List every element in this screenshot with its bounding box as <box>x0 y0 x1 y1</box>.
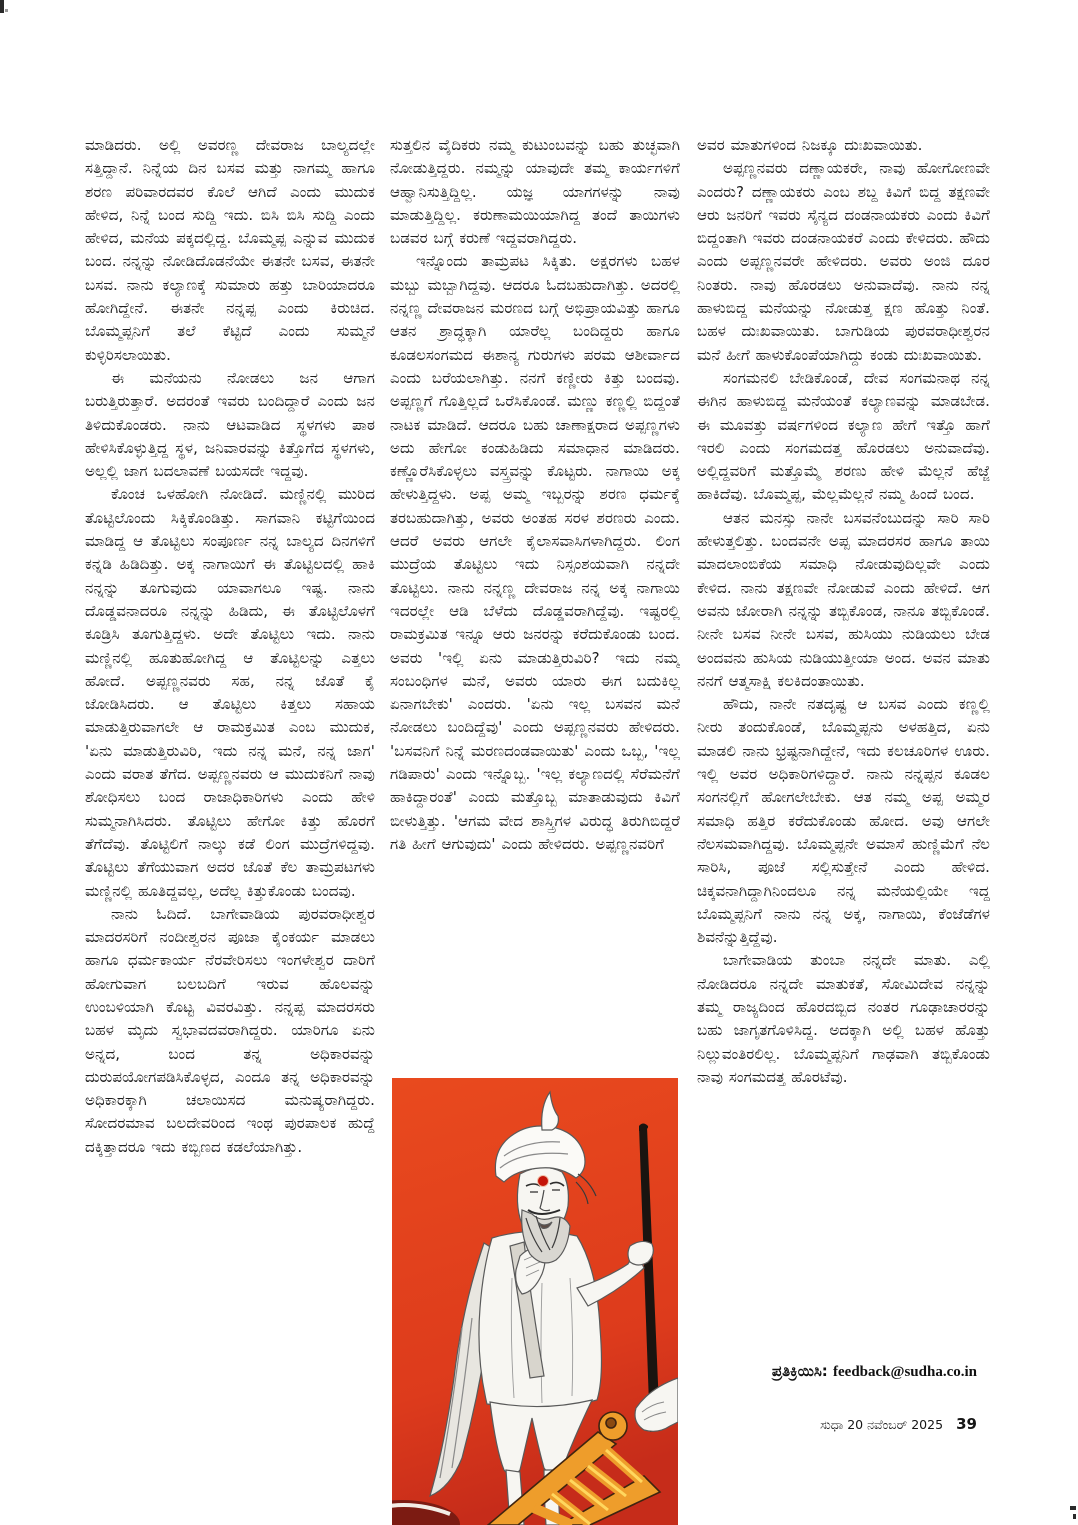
body-paragraph: ಕೊಂಚ ಒಳಹೋಗಿ ನೋಡಿದೆ. ಮಣ್ಣಿನಲ್ಲಿ ಮುರಿದ ತೊಟ್ಟಿಲೊಂದು ಸಿಕ್ಕಿಕೊಂಡಿತ್ತು. ಸಾಗವಾನಿ ಕಟ್ಟಿಗೆಯಿಂದ ಮಾಡಿದ್ದ ಆ ತೊಟ್ಟಿಲು ಸಂಪೂರ್ಣ ನನ್ನ ಬಾಲ್ಯದ ದಿನಗಳಿಗೆ ಕನ್ನಡಿ ಹಿಡಿದಿತ್ತು. ಅಕ್ಕ ನಾಗಾಯಿಗೆ ಈ ತೊಟ್ಟಿಲದಲ್ಲಿ ಹಾಕಿ ನನ್ನನ್ನು ತೂಗುವುದು ಯಾವಾಗಲೂ ಇಷ್ಟ. ನಾನು ದೊಡ್ಡವನಾದರೂ ನನ್ನನ್ನು ಹಿಡಿದು, ಈ ತೊಟ್ಟಿಲೊಳಗೆ ಕೂಡ್ರಿಸಿ ತೂಗುತ್ತಿದ್ದಳು. ಅದೇ ತೊಟ್ಟಿಲು ಇದು. ನಾನು ಮಣ್ಣಿನಲ್ಲಿ ಹೂತುಹೋಗಿದ್ದ ಆ ತೊಟ್ಟಿಲನ್ನು ಎತ್ತಲು ಹೋದೆ. ಅಪ್ಪಣ್ಣನವರು ಸಹ, ನನ್ನ ಜೊತೆ ಕೈ ಜೋಡಿಸಿದರು. ಆ ತೊಟ್ಟಿಲು ಕಿತ್ತಲು ಸಹಾಯ ಮಾಡುತ್ತಿರುವಾಗಲೇ ಆ ರಾಮಕ್ರಮಿತ ಎಂಬ ಮುದುಕ, 'ಏನು ಮಾಡುತ್ತಿರುವಿರಿ, ಇದು ನನ್ನ ಮನೆ, ನನ್ನ ಜಾಗ' ಎಂದು ವರಾತ ತೆಗೆದ. ಅಪ್ಪಣ್ಣನವರು ಆ ಮುದುಕನಿಗೆ ನಾವು ಶೋಧಿಸಲು ಬಂದ ರಾಜಾಧಿಕಾರಿಗಳು ಎಂದು ಹೇಳಿ ಸುಮ್ಮನಾಗಿಸಿದರು. ತೊಟ್ಟಿಲು ಹೇಗೋ ಕಿತ್ತು ಹೊರಗೆ ತೆಗೆದೆವು. ತೊಟ್ಟಿಲಿಗೆ ನಾಲ್ಕು ಕಡೆ ಲಿಂಗ ಮುದ್ರೆಗಳಿದ್ದವು. ತೊಟ್ಟಿಲು ತೆಗೆಯುವಾಗ ಅದರ ಜೊತೆ ಕೆಲ ತಾಮ್ರಪಟಗಳು ಮಣ್ಣಿನಲ್ಲಿ ಹೂತಿದ್ದವಲ್ಲ, ಅದೆಲ್ಲ ಕಿತ್ತುಕೊಂಡು ಬಂದವು. <box>85 485 375 900</box>
body-paragraph: ಸುತ್ತಲಿನ ವೈದಿಕರು ನಮ್ಮ ಕುಟುಂಬವನ್ನು ಬಹು ತುಚ್ಛವಾಗಿ ನೋಡುತ್ತಿದ್ದರು. ನಮ್ಮನ್ನು ಯಾವುದೇ ತಮ್ಮ ಕಾರ್ಯಗಳಿಗೆ ಆಹ್ವಾನಿಸುತ್ತಿದ್ದಿಲ್ಲ. ಯಜ್ಞ ಯಾಗಗಳನ್ನು ನಾವು ಮಾಡುತ್ತಿದ್ದಿಲ್ಲ. ಕರುಣಾಮಯಿಯಾಗಿದ್ದ ತಂದೆ ತಾಯಿಗಳು ಬಡವರ ಬಗ್ಗೆ ಕರುಣೆ ಇದ್ದವರಾಗಿದ್ದರು. <box>390 136 680 248</box>
body-paragraph: ಈ ಮನೆಯನು ನೋಡಲು ಜನ ಆಗಾಗ ಬರುತ್ತಿರುತ್ತಾರೆ. ಅದರಂತೆ ಇವರು ಬಂದಿದ್ದಾರೆ ಎಂದು ಜನ ತಿಳಿದುಕೊಂಡರು. ನಾನು ಆಟವಾಡಿದ ಸ್ಥಳಗಳು ಪಾಠ ಹೇಳಿಸಿಕೊಳ್ಳುತ್ತಿದ್ದ ಸ್ಥಳ, ಜನಿವಾರವನ್ನು ಕಿತ್ತೊಗೆದ ಸ್ಥಳಗಳು, ಅಲ್ಲಲ್ಲಿ ಜಾಗ ಬದಲಾವಣೆ ಬಯಸದೇ ಇದ್ದವು. <box>85 368 375 481</box>
page-footer <box>647 1414 977 1433</box>
text-column-3 <box>697 134 990 1330</box>
text-column-1 <box>85 134 375 1400</box>
print-registration-dot-top-left <box>5 9 8 12</box>
body-paragraph: ಅವರ ಮಾತುಗಳಿಂದ ನಿಜಕ್ಕೂ ದುಃಖವಾಯಿತು. <box>697 136 923 154</box>
feedback-line <box>697 1362 977 1381</box>
feedback-email: feedback@sudha.co.in <box>833 1364 977 1380</box>
issue-date: ಸುಧಾ 20 ನವೆಂಬರ್ 2025 <box>820 1417 944 1432</box>
body-paragraph: ಮಾಡಿದರು. ಅಲ್ಲಿ ಅವರಣ್ಣ ದೇವರಾಜ ಬಾಲ್ಯದಲ್ಲೇ ಸತ್ತಿದ್ದಾನೆ. ನಿನ್ನೆಯ ದಿನ ಬಸವ ಮತ್ತು ನಾಗಮ್ಮ ಹಾಗೂ ಶರಣ ಪರಿವಾರದವರ ಕೊಲೆ ಆಗಿದೆ ಎಂದು ಮುದುಕ ಹೇಳಿದ, ನಿನ್ನೆ ಬಂದ ಸುದ್ದಿ ಇದು. ಬಿಸಿ ಬಿಸಿ ಸುದ್ದಿ ಎಂದು ಹೇಳಿದ, ಮನೆಯ ಪಕ್ಕದಲ್ಲಿದ್ದ. ಬೊಮ್ಮಪ್ಪ ಎನ್ನುವ ಮುದುಕ ಬಂದ. ನನ್ನನ್ನು ನೋಡಿದೊಡನೆಯೇ ಈತನೇ ಬಸವ, ಈತನೇ ಬಸವ. ನಾನು ಕಲ್ಯಾಣಕ್ಕೆ ಸುಮಾರು ಹತ್ತು ಬಾರಿಯಾದರೂ ಹೋಗಿದ್ದೇನೆ. ಈತನೇ ನನ್ನಪ್ಪ ಎಂದು ಕಿರುಚಿದ. ಬೊಮ್ಮಪ್ಪನಿಗೆ ತಲೆ ಕೆಟ್ಟಿದೆ ಎಂದು ಸುಮ್ಮನೆ ಕುಳ್ಳಿರಿಸಲಾಯಿತು. <box>85 136 375 364</box>
page-number: 39 <box>956 1415 977 1433</box>
body-paragraph: ಅಪ್ಪಣ್ಣನವರು ದಣ್ಣಾಯಕರೇ, ನಾವು ಹೋಗೋಣವೇ ಎಂದರು? ದಣ್ಣಾಯಕರು ಎಂಬ ಶಬ್ದ ಕಿವಿಗೆ ಬಿದ್ದ ತಕ್ಷಣವೇ ಆರು ಜನರಿಗೆ ಇವರು ಸೈನ್ಯದ ದಂಡನಾಯಕರು ಎಂದು ಕಿವಿಗೆ ಬಿದ್ದಂತಾಗಿ ಇವರು ದಂಡನಾಯಕರೆ ಎಂದು ಕೇಳಿದರು. ಹೌದು ಎಂದು ಅಪ್ಪಣ್ಣನವರೇ ಹೇಳಿದರು. ಅವರು ಅಂಜಿ ದೂರ ನಿಂತರು. ನಾವು ಹೊರಡಲು ಅನುವಾದೆವು. ನಾನು ನನ್ನ ಹಾಳುಬಿದ್ದ ಮನೆಯನ್ನು ನೋಡುತ್ತ ಕ್ಷಣ ಹೊತ್ತು ನಿಂತೆ. ಬಹಳ ದುಃಖವಾಯಿತು. ಬಾಗುಡಿಯ ಪುರವರಾಧೀಶ್ವರನ ಮನೆ ಹೀಗೆ ಹಾಳುಕೊಂಪೆಯಾಗಿದ್ದು ಕಂಡು ದುಃಖವಾಯಿತು. <box>697 159 990 364</box>
body-paragraph: ನಾನು ಓದಿದೆ. ಬಾಗೇವಾಡಿಯ ಪುರವರಾಧೀಶ್ವರ ಮಾದರಸರಿಗೆ ನಂದೀಶ್ವರನ ಪೂಜಾ ಕೈಂಕರ್ಯ ಮಾಡಲು ಹಾಗೂ ಧರ್ಮಕಾರ್ಯ ನೆರವೇರಿಸಲು ಇಂಗಳೇಶ್ವರ ದಾರಿಗೆ ಹೋಗುವಾಗ ಬಲಬದಿಗೆ ಇರುವ ಹೊಲವನ್ನು ಉಂಬಳಿಯಾಗಿ ಕೊಟ್ಟ ವಿವರವಿತ್ತು. ನನ್ನಪ್ಪ ಮಾದರಸರು ಬಹಳ ಮೃದು ಸ್ವಭಾವದವರಾಗಿದ್ದರು. ಯಾರಿಗೂ ಏನು ಅನ್ನದ, ಬಂದ ತನ್ನ ಅಧಿಕಾರವನ್ನು ದುರುಪಯೋಗಪಡಿಸಿಕೊಳ್ಳದ, ಎಂದೂ ತನ್ನ ಅಧಿಕಾರವನ್ನು ಅಧಿಕಾರಕ್ಕಾಗಿ ಚಲಾಯಿಸದ ಮನುಷ್ಯರಾಗಿದ್ದರು. ಸೋದರಮಾವ ಬಲದೇವರಿಂದ ಇಂಥ ಪುರಪಾಲಕ ಹುದ್ದೆ ದಕ್ಕಿತ್ತಾದರೂ ಇದು ಕಬ್ಬಿಣದ ಕಡಲೆಯಾಗಿತ್ತು. <box>85 904 375 1156</box>
body-paragraph: ಬಾಗೇವಾಡಿಯ ತುಂಬಾ ನನ್ನದೇ ಮಾತು. ಎಲ್ಲಿ ನೋಡಿದರೂ ನನ್ನದೇ ಮಾತುಕತೆ, ಸೋಮಿದೇವ ನನ್ನನ್ನು ತಮ್ಮ ರಾಜ್ಯದಿಂದ ಹೊರದಬ್ಬಿದ ನಂತರ ಗೂಢಾಚಾರರನ್ನು ಬಹು ಜಾಗೃತಗೊಳಿಸಿದ್ದ. ಅದಕ್ಕಾಗಿ ಅಲ್ಲಿ ಬಹಳ ಹೊತ್ತು ನಿಲ್ಲುವಂತಿರಲಿಲ್ಲ. ಬೊಮ್ಮಪ್ಪನಿಗೆ ಗಾಢವಾಗಿ ತಬ್ಬಿಕೊಂಡು ನಾವು ಸಂಗಮದತ್ತ ಹೊರಟೆವು. <box>697 951 990 1086</box>
feedback-label: ಪ್ರತಿಕ್ರಿಯಿಸಿ: <box>771 1362 828 1380</box>
text-column-2 <box>390 134 680 1050</box>
print-registration-mark-bottom-right <box>1070 1506 1076 1510</box>
body-paragraph: ಆತನ ಮನಸ್ಸು ನಾನೇ ಬಸವನೆಂಬುದನ್ನು ಸಾರಿ ಸಾರಿ ಹೇಳುತ್ತಲಿತ್ತು. ಬಂದವನೇ ಅಪ್ಪ ಮಾದರಸರ ಹಾಗೂ ತಾಯಿ ಮಾದಲಾಂಬಿಕೆಯ ಸಮಾಧಿ ನೋಡುವುದಿಲ್ಲವೇ ಎಂದು ಕೇಳಿದ. ನಾನು ತಕ್ಷಣವೇ ನೋಡುವೆ ಎಂದು ಹೇಳಿದೆ. ಆಗ ಅವನು ಜೋರಾಗಿ ನನ್ನನ್ನು ತಬ್ಬಿಕೊಂಡ, ನಾನೂ ತಬ್ಬಿಕೊಂಡೆ. ನೀನೇ ಬಸವ ನೀನೇ ಬಸವ, ಹುಸಿಯು ನುಡಿಯಲು ಬೇಡ ಅಂದವನು ಹುಸಿಯ ನುಡಿಯುತ್ತೀಯಾ ಅಂದ. ಅವನ ಮಾತು ನನಗೆ ಆತ್ಮಸಾಕ್ಷಿ ಕಲಕಿದಂತಾಯಿತು. <box>697 508 990 690</box>
basava-illustration <box>392 1078 678 1525</box>
print-registration-mark-top-left <box>0 0 4 13</box>
print-registration-mark-bottom-right-2 <box>1073 1514 1076 1519</box>
body-paragraph: ಸಂಗಮನಲಿ ಬೇಡಿಕೊಂಡೆ, ದೇವ ಸಂಗಮನಾಥ ನನ್ನ ಈಗಿನ ಹಾಳುಬಿದ್ದ ಮನೆಯಂತೆ ಕಲ್ಯಾಣವನ್ನು ಮಾಡಬೇಡ. ಈ ಮೂವತ್ತು ವರ್ಷಗಳಿಂದ ಕಲ್ಯಾಣ ಹೇಗೆ ಇತ್ತೊ ಹಾಗೆ ಇರಲಿ ಎಂದು ಸಂಗಮದತ್ತ ಹೊರಡಲು ಅನುವಾದೆವು. ಅಲ್ಲಿದ್ದವರಿಗೆ ಮತ್ತೊಮ್ಮೆ ಶರಣು ಹೇಳಿ ಮೆಲ್ಲನೆ ಹೆಜ್ಜೆ ಹಾಕಿದೆವು. ಬೊಮ್ಮಪ್ಪ, ಮೆಲ್ಲಮೆಲ್ಲನೆ ನಮ್ಮ ಹಿಂದೆ ಬಂದ. <box>697 368 990 504</box>
body-paragraph: ಹೌದು, ನಾನೇ ನತದೃಷ್ಟ ಆ ಬಸವ ಎಂದು ಕಣ್ಣಲ್ಲಿ ನೀರು ತಂದುಕೊಂಡೆ, ಬೊಮ್ಮಪ್ಪನು ಅಳಹತ್ತಿದ, ಏನು ಮಾಡಲಿ ನಾನು ಭ್ರಷ್ಟನಾಗಿದ್ದೇನೆ, ಇದು ಕಲಚೂರಿಗಳ ಊರು. ಇಲ್ಲಿ ಅವರ ಅಧಿಕಾರಿಗಳಿದ್ದಾರೆ. ನಾನು ನನ್ನಪ್ಪನ ಕೂಡಲ ಸಂಗನಲ್ಲಿಗೆ ಹೋಗಲೇಬೇಕು. ಆತ ನಮ್ಮ ಅಪ್ಪ ಅಮ್ಮರ ಸಮಾಧಿ ಹತ್ತಿರ ಕರೆದುಕೊಂಡು ಹೋದ. ಅವು ಆಗಲೇ ನೆಲಸಮವಾಗಿದ್ದವು. ಬೊಮ್ಮಪ್ಪನೇ ಅಮಾಸೆ ಹುಣ್ಣಿಮೆಗೆ ನೆಲ ಸಾರಿಸಿ, ಪೂಜೆ ಸಲ್ಲಿಸುತ್ತೇನೆ ಎಂದು ಹೇಳಿದ. ಚಿಕ್ಕವನಾಗಿದ್ದಾಗಿನಿಂದಲೂ ನನ್ನ ಮನೆಯಲ್ಲಿಯೇ ಇದ್ದ ಬೊಮ್ಮಪ್ಪನಿಗೆ ನಾನು ನನ್ನ ಅಕ್ಕ, ನಾಗಾಯಿ, ಕೆಂಜೆಡೆಗಳ ಶಿವನೆನ್ನುತ್ತಿದ್ದೆವು. <box>697 695 990 947</box>
bindi <box>538 1176 549 1187</box>
body-paragraph: ಇನ್ನೊಂದು ತಾಮ್ರಪಟ ಸಿಕ್ಕಿತು. ಅಕ್ಷರಗಳು ಬಹಳ ಮಬ್ಬು ಮಬ್ಬಾಗಿದ್ದವು. ಆದರೂ ಓದಬಹುದಾಗಿತ್ತು. ಅದರಲ್ಲಿ ನನ್ನಣ್ಣ ದೇವರಾಜನ ಮರಣದ ಬಗ್ಗೆ ಅಭಿಪ್ರಾಯವಿತ್ತು ಹಾಗೂ ಆತನ ಶ್ರಾದ್ಧಕ್ಕಾಗಿ ಯಾರೆಲ್ಲ ಬಂದಿದ್ದರು ಹಾಗೂ ಕೂಡಲಸಂಗಮದ ಈಶಾನ್ಯ ಗುರುಗಳು ಪರಮ ಆಶೀರ್ವಾದ ಎಂದು ಬರೆಯಲಾಗಿತ್ತು. ನನಗೆ ಕಣ್ಣೀರು ಕಿತ್ತು ಬಂದವು. ಅಪ್ಪಣ್ಣಗೆ ಗೊತ್ತಿಲ್ಲದೆ ಒರೆಸಿಕೊಂಡೆ. ಮಣ್ಣು ಕಣ್ಣಲ್ಲಿ ಬಿದ್ದಂತೆ ನಾಟಕ ಮಾಡಿದೆ. ಆದರೂ ಬಹು ಚಾಣಾಕ್ಷರಾದ ಅಪ್ಪಣ್ಣಗಳು ಅದು ಹೇಗೋ ಕಂಡುಹಿಡಿದು ಸಮಾಧಾನ ಮಾಡಿದರು. ಕಣ್ಣೊರೆಸಿಕೊಳ್ಳಲು ವಸ್ತ್ರವನ್ನು ಕೊಟ್ಟರು. ನಾಗಾಯಿ ಅಕ್ಕ ಹೇಳುತ್ತಿದ್ದಳು. ಅಪ್ಪ ಅಮ್ಮ ಇಬ್ಬರನ್ನು ಶರಣ ಧರ್ಮಕ್ಕೆ ತರಬಹುದಾಗಿತ್ತು, ಅವರು ಅಂತಹ ಸರಳ ಶರಣರು ಎಂದು. ಆದರೆ ಅವರು ಆಗಲೇ ಕೈಲಾಸವಾಸಿಗಳಾಗಿದ್ದರು. ಲಿಂಗ ಮುದ್ರೆಯ ತೊಟ್ಟಿಲು ಇದು ನಿಸ್ಸಂಶಯವಾಗಿ ನನ್ನದೇ ತೊಟ್ಟಿಲು. ನಾನು ನನ್ನಣ್ಣ ದೇವರಾಜ ನನ್ನ ಅಕ್ಕ ನಾಗಾಯಿ ಇದರಲ್ಲೇ ಆಡಿ ಬೆಳೆದು ದೊಡ್ಡವರಾಗಿದ್ದೆವು. ಇಷ್ಟರಲ್ಲಿ ರಾಮಕ್ರಮಿತ ಇನ್ನೂ ಆರು ಜನರನ್ನು ಕರೆದುಕೊಂಡು ಬಂದ. ಅವರು 'ಇಲ್ಲಿ ಏನು ಮಾಡುತ್ತಿರುವಿರಿ? ಇದು ನಮ್ಮ ಸಂಬಂಧಿಗಳ ಮನೆ, ಅವರು ಯಾರು ಈಗ ಬದುಕಿಲ್ಲ ಏನಾಗಬೇಕು' ಎಂದರು. 'ಏನು ಇಲ್ಲ ಬಸವನ ಮನೆ ನೋಡಲು ಬಂದಿದ್ದೆವು' ಎಂದು ಅಪ್ಪಣ್ಣನವರು ಹೇಳಿದರು. 'ಬಸವನಿಗೆ ನಿನ್ನೆ ಮರಣದಂಡವಾಯಿತು' ಎಂದು ಒಬ್ಬ, 'ಇಲ್ಲ ಗಡಿಪಾರು' ಎಂದು ಇನ್ನೊಬ್ಬ. 'ಇಲ್ಲ ಕಲ್ಯಾಣದಲ್ಲಿ ಸೆರೆಮನೆಗೆ ಹಾಕಿದ್ದಾರಂತೆ' ಎಂದು ಮತ್ತೊಬ್ಬ ಮಾತಾಡುವುದು ಕಿವಿಗೆ ಬೀಳುತ್ತಿತ್ತು. 'ಆಗಮ ವೇದ ಶಾಸ್ತ್ರಿಗಳ ವಿರುದ್ಧ ತಿರುಗಿಬಿದ್ದರೆ ಗತಿ ಹೀಗೆ ಆಗುವುದು' ಎಂದು ಹೇಳಿದರು. ಅಪ್ಪಣ್ಣನವರಿಗೆ <box>390 252 680 853</box>
